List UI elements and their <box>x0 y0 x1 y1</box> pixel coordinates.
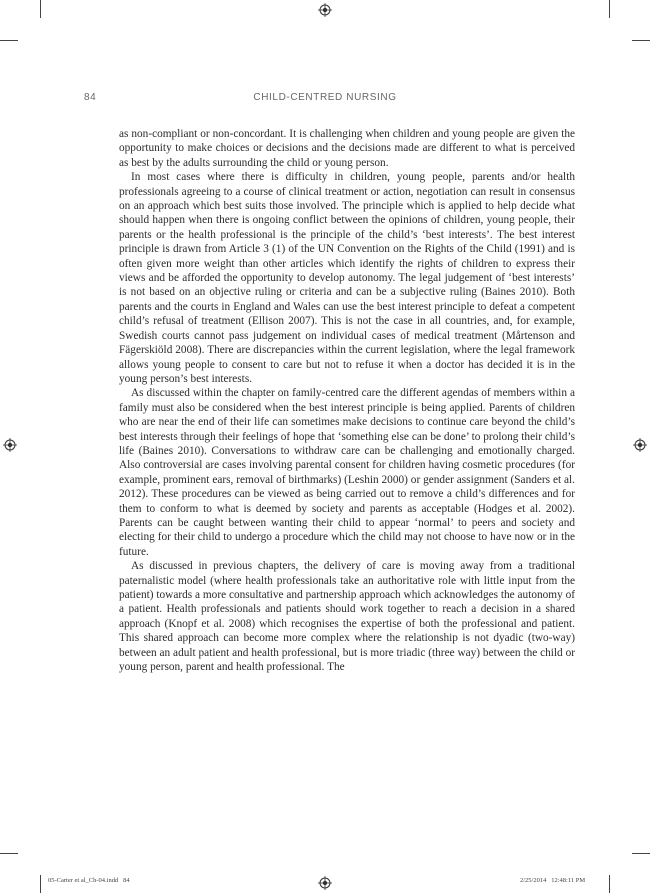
running-title: CHILD-CENTRED NURSING <box>253 92 397 103</box>
crop-mark <box>40 0 41 18</box>
crop-mark <box>632 853 650 854</box>
paragraph: As discussed within the chapter on family-centred care the different agendas of members within a family must also be considered when the best interest principle is being applied. Parents of children who are near the end of their life can sometimes make decisions to continue care beyond the child’s best interests through their feelings of hope that ‘something else can be done’ to prolong their child’s life (Baines 2010). Conversations to withdraw care can be challenging and emotionally charged. Also controversial are cases involving parental consent for children having cosmetic procedures (for example, prominent ears, removal of birthmarks) (Leshin 2000) or gender assignment (Sanders et al. 2012). These procedures can be viewed as being carried out to remove a child’s differences and for them to conform to what is deemed by society and parents as acceptable (Hodges et al. 2002). Parents can be caught between wanting their child to appear ‘normal’ to peers and society and electing for their child to undergo a procedure which the child may not choose to have now or in the future. <box>119 387 575 558</box>
registration-mark-icon <box>3 438 17 452</box>
registration-mark-icon <box>318 3 332 17</box>
body-text <box>119 127 575 674</box>
crop-mark <box>609 875 610 893</box>
crop-mark <box>40 875 41 893</box>
registration-mark-icon <box>633 438 647 452</box>
paragraph: as non-compliant or non-concordant. It is challenging when children and young people are given the opportunity to make choices or decisions and the decisions made are different to what is perceived as best by the adults surrounding the child or young person. <box>119 128 575 169</box>
page-number: 84 <box>84 92 97 103</box>
crop-mark <box>0 853 18 854</box>
slug-file-name: 05-Carter et al_Ch-04.indd 84 <box>48 877 130 884</box>
crop-mark <box>0 40 18 41</box>
crop-mark <box>632 40 650 41</box>
slug-date-time: 2/25/2014 12:48:11 PM <box>520 877 586 884</box>
registration-mark-icon <box>318 876 332 890</box>
paragraph: As discussed in previous chapters, the delivery of care is moving away from a traditional paternalistic model (where health professionals take an authoritative role with little input from the patient) towards a more consultative and partnership approach which acknowledges the autonomy of a patient. Health professionals and patients should work together to reach a decision in a shared approach (Knopf et al. 2008) which recognises the expertise of both the professional and patient. This shared approach can become more complex where the relationship is not dyadic (two-way) between an adult patient and health professional, but is more triadic (three way) between the child or young person, parent and health professional. The <box>119 560 575 674</box>
crop-mark <box>609 0 610 18</box>
paragraph: In most cases where there is difficulty in children, young people, parents and/or health professionals agreeing to a course of clinical treatment or action, negotiation can result in consensus on an approach which best suits those involved. The principle which is applied to help decide what should happen when there is ongoing conflict between the opinions of children, young people, their parents or the health professional is the principle of the child’s ‘best interests’. The best interest principle is drawn from Article 3 (1) of the UN Convention on the Rights of the Child (1991) and is often given more weight than other articles which identify the rights of children to express their views and be afforded the opportunity to develop autonomy. The legal judgement of ‘best interests’ is not based on an objective ruling or criteria and can be a subjective ruling (Baines 2010). Both parents and the courts in England and Wales can use the best interest principle to defeat a competent child’s refusal of treatment (Ellison 2007). This is not the case in all countries, and, for example, Swedish courts cannot pass judgement on individual cases of medical treatment (Mårtenson and Fägerskiöld 2008). There are discrepancies within the current legislation, where the legal framework allows young people to consent to care but not to refuse it when a doctor has decided it is in the young person’s best interests. <box>119 171 575 385</box>
